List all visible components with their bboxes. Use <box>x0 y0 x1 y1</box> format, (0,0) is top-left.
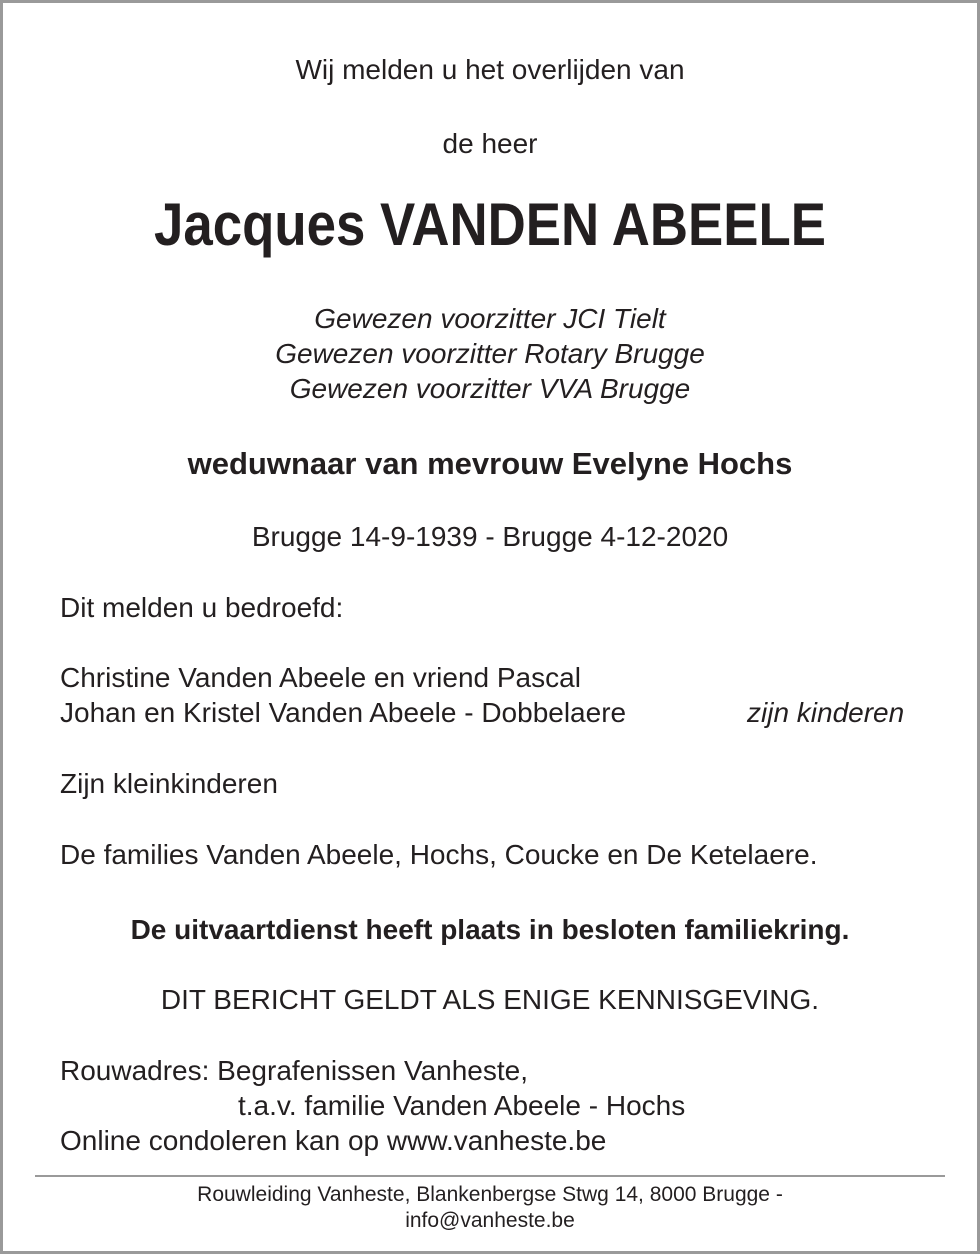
address-line: Rouwadres: Begrafenissen Vanheste, <box>60 1055 528 1086</box>
service-notice: De uitvaartdienst heeft plaats in besloten familiekring. <box>130 914 850 945</box>
life-dates: Brugge 14-9-1939 - Brugge 4-12-2020 <box>251 521 729 552</box>
footer <box>0 1182 980 1234</box>
official-notice: DIT BERICHT GELDT ALS ENIGE KENNISGEVING. <box>160 984 820 1015</box>
grandchildren-line: Zijn kleinkinderen <box>60 768 278 799</box>
honorific: de heer <box>442 128 538 159</box>
footer-line: Rouwleiding Vanheste, Blankenbergse Stwg 14, 8000 Brugge - <box>197 1183 783 1206</box>
footer-email: info@vanheste.be <box>405 1209 575 1232</box>
role-line: Gewezen voorzitter VVA Brugge <box>289 373 691 404</box>
role-line: Gewezen voorzitter Rotary Brugge <box>275 338 705 369</box>
children-label: zijn kinderen <box>747 697 905 728</box>
role-line: Gewezen voorzitter JCI Tielt <box>314 303 666 334</box>
child-line: Christine Vanden Abeele en vriend Pascal <box>60 662 581 693</box>
deceased-name: Jacques VANDEN ABEELE <box>154 191 826 258</box>
child-line: Johan en Kristel Vanden Abeele - Dobbelaere <box>60 697 627 728</box>
footer-divider <box>35 1175 945 1177</box>
online-condolence-line: Online condoleren kan op www.vanheste.be <box>60 1125 607 1156</box>
widower-line: weduwnaar van mevrouw Evelyne Hochs <box>187 446 793 481</box>
families-line: De families Vanden Abeele, Hochs, Coucke en De Ketelaere. <box>60 839 818 870</box>
intro-text: Wij melden u het overlijden van <box>295 54 685 85</box>
address-line: t.a.v. familie Vanden Abeele - Hochs <box>238 1090 686 1121</box>
announce-line: Dit melden u bedroefd: <box>60 592 344 623</box>
